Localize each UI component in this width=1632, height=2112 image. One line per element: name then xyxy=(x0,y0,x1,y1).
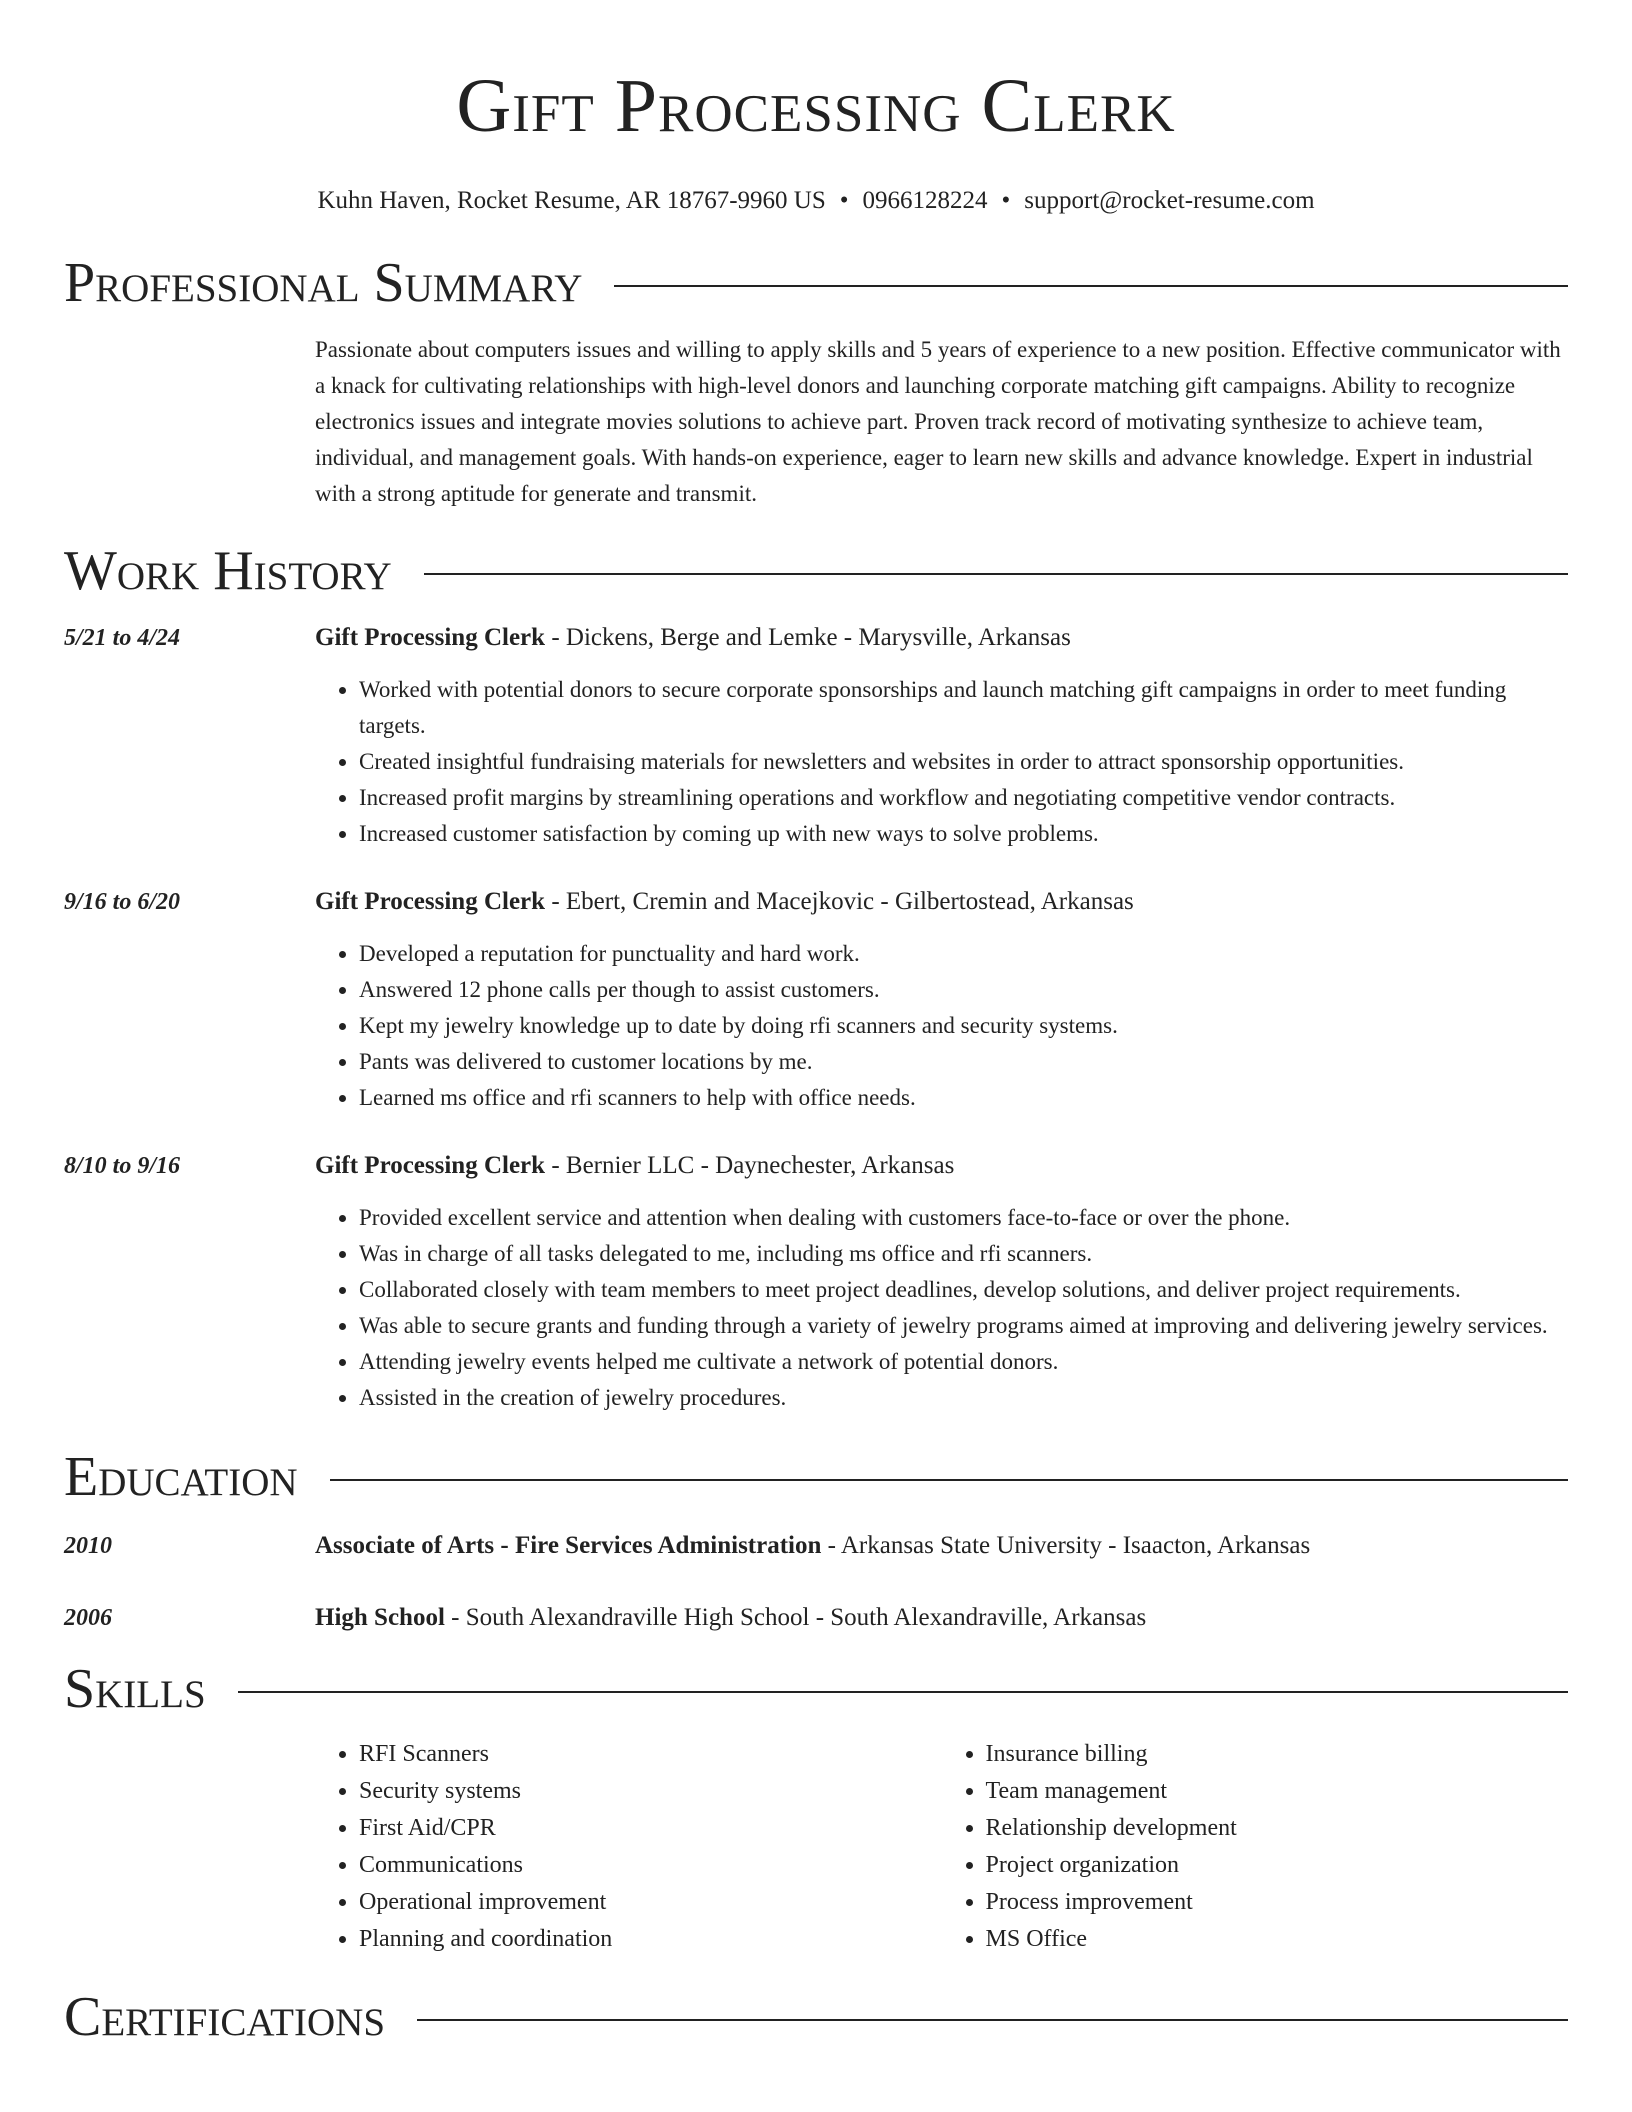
section-title-skills: Skills xyxy=(64,1658,206,1720)
list-item: • Answered 12 phone calls per though to assist customers. xyxy=(359,972,1568,1008)
list-item: • Increased profit margins by streamlining operations and workflow and negotiating competitive vendor contracts. xyxy=(359,780,1568,816)
skill-item: • Insurance billing xyxy=(986,1736,1569,1773)
education-school: - Arkansas State University - Isaacton, Arkansas xyxy=(821,1532,1311,1559)
education-degree: High School xyxy=(315,1604,445,1631)
job-main xyxy=(315,620,1568,852)
job-dates: 5/21 to 4/24 xyxy=(64,625,181,651)
job-bullets xyxy=(315,1200,1568,1416)
education-entry xyxy=(64,1600,1568,1636)
job-employer: - Dickens, Berge and Lemke - Marysville, Arkansas xyxy=(545,624,1071,651)
job-dates: 9/16 to 6/20 xyxy=(64,889,181,915)
list-item: • Provided excellent service and attention when dealing with customers face-to-face or over the phone. xyxy=(359,1200,1568,1236)
skill-item: • RFI Scanners xyxy=(359,1736,942,1773)
skills-column-right xyxy=(942,1736,1569,1958)
section-divider xyxy=(238,1691,1568,1693)
list-item: • Created insightful fundraising materials for newsletters and websites in order to attract sponsorship opportunities. xyxy=(359,744,1568,780)
list-item: • Was able to secure grants and funding through a variety of jewelry programs aimed at improving and delivering jewelry services. xyxy=(359,1308,1568,1344)
summary-text: Passionate about computers issues and willing to apply skills and 5 years of experience to a new position. Effective communicator with a knack for cultivating relationships with high-level donors and launching corporate matching gift campaigns. Ability to recognize electronics issues and integrate movies solutions to achieve part. Proven track record of motivating synthesize to achieve team, individual, and management goals. With hands-on experience, eager to learn new skills and advance knowledge. Expert in industrial with a strong aptitude for generate and transmit. xyxy=(315,337,1561,506)
section-header-education xyxy=(64,1442,1568,1512)
skill-item: • Planning and coordination xyxy=(359,1921,942,1958)
job-heading xyxy=(315,884,1568,920)
education-main xyxy=(315,1600,1568,1636)
education-heading xyxy=(315,1600,1568,1636)
job-employer: - Bernier LLC - Daynechester, Arkansas xyxy=(545,1152,955,1179)
list-item: • Developed a reputation for punctuality and hard work. xyxy=(359,936,1568,972)
list-item: • Increased customer satisfaction by coming up with new ways to solve problems. xyxy=(359,816,1568,852)
list-item: • Collaborated closely with team members to meet project deadlines, develop solutions, and deliver project requirements. xyxy=(359,1272,1568,1308)
skill-item: • Team management xyxy=(986,1773,1569,1810)
list-item: • Was in charge of all tasks delegated to me, including ms office and rfi scanners. xyxy=(359,1236,1568,1272)
job-entry xyxy=(64,620,1568,852)
section-divider xyxy=(330,1479,1568,1481)
job-employer: - Ebert, Cremin and Macejkovic - Gilbertostead, Arkansas xyxy=(545,888,1134,915)
job-heading xyxy=(315,620,1568,656)
section-header-work-history xyxy=(64,536,1568,606)
list-item: • Attending jewelry events helped me cultivate a network of potential donors. xyxy=(359,1344,1568,1380)
job-main xyxy=(315,1148,1568,1416)
job-bullets xyxy=(315,672,1568,852)
education-entry xyxy=(64,1528,1568,1564)
contact-separator: • xyxy=(1001,187,1011,214)
job-bullets xyxy=(315,936,1568,1116)
skill-item: • Process improvement xyxy=(986,1884,1569,1921)
resume-title: Gift Processing Clerk xyxy=(456,64,1176,148)
education-degree: Associate of Arts - Fire Services Administration xyxy=(315,1532,822,1559)
list-item: • Learned ms office and rfi scanners to help with office needs. xyxy=(359,1080,1568,1116)
section-divider xyxy=(417,2019,1568,2021)
section-title-education: Education xyxy=(64,1446,298,1508)
job-dates: 8/10 to 9/16 xyxy=(64,1153,181,1179)
skills-list xyxy=(315,1736,1568,1958)
list-item: • Pants was delivered to customer locations by me. xyxy=(359,1044,1568,1080)
skill-item: • Operational improvement xyxy=(359,1884,942,1921)
education-heading xyxy=(315,1528,1568,1564)
section-title-work-history: Work History xyxy=(64,540,392,602)
contact-separator: • xyxy=(839,187,849,214)
section-header-skills xyxy=(64,1654,1568,1724)
section-header-summary xyxy=(64,248,1568,318)
skill-item: • Project organization xyxy=(986,1847,1569,1884)
contact-email: support@rocket-resume.com xyxy=(1024,187,1315,214)
skill-item: • MS Office xyxy=(986,1921,1569,1958)
skill-item: • Security systems xyxy=(359,1773,942,1810)
education-year: 2010 xyxy=(64,1533,112,1559)
skills-column-left xyxy=(315,1736,942,1958)
contact-phone: 0966128224 xyxy=(862,187,988,214)
section-divider xyxy=(614,285,1568,287)
job-title: Gift Processing Clerk xyxy=(315,624,546,651)
job-heading xyxy=(315,1148,1568,1184)
job-main xyxy=(315,884,1568,1116)
skill-item: • Relationship development xyxy=(986,1810,1569,1847)
section-title-certifications: Certifications xyxy=(64,1986,386,2048)
list-item: • Kept my jewelry knowledge up to date by doing rfi scanners and security systems. xyxy=(359,1008,1568,1044)
skill-item: • Communications xyxy=(359,1847,942,1884)
education-main xyxy=(315,1528,1568,1564)
job-title: Gift Processing Clerk xyxy=(315,888,546,915)
section-header-certifications xyxy=(64,1982,1568,2052)
job-title: Gift Processing Clerk xyxy=(315,1152,546,1179)
education-school: - South Alexandraville High School - South Alexandraville, Arkansas xyxy=(444,1604,1147,1631)
education-year: 2006 xyxy=(64,1605,112,1631)
list-item: • Assisted in the creation of jewelry procedures. xyxy=(359,1380,1568,1416)
list-item: • Worked with potential donors to secure corporate sponsorships and launch matching gift campaigns in order to meet funding targets. xyxy=(359,672,1568,744)
skill-item: • First Aid/CPR xyxy=(359,1810,942,1847)
section-divider xyxy=(424,573,1568,575)
contact-line xyxy=(0,184,1632,218)
job-entry xyxy=(64,884,1568,1116)
section-title-summary: Professional Summary xyxy=(64,252,583,314)
contact-address: Kuhn Haven, Rocket Resume, AR 18767-9960 US xyxy=(317,187,826,214)
job-entry xyxy=(64,1148,1568,1416)
